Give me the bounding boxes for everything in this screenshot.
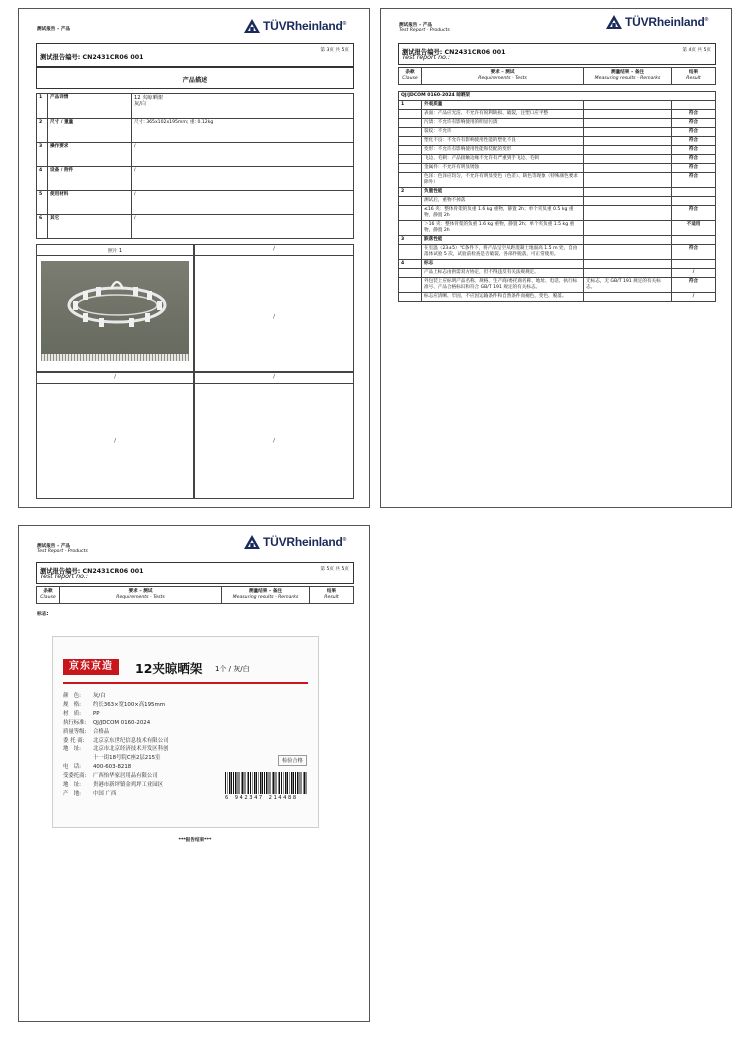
photo-label: 照片 1 — [37, 247, 193, 256]
table-row — [399, 101, 716, 110]
measurement-cell — [584, 155, 672, 164]
table-row — [399, 269, 716, 278]
measurement-cell — [584, 221, 672, 236]
header-row — [399, 68, 716, 85]
table-row — [399, 197, 716, 206]
spec-key: 地 址: — [63, 746, 81, 753]
clause-cell — [399, 206, 422, 221]
section-title-box — [36, 67, 354, 89]
clause-cell — [399, 155, 422, 164]
tuv-triangle-icon — [244, 535, 260, 549]
requirement-cell: 金属件：不允许有明显锈蚀 — [422, 164, 584, 173]
result-cell: 符合 — [672, 110, 716, 119]
result-cell: 符合 — [672, 146, 716, 155]
result-cell: 符合 — [672, 278, 716, 293]
spec-key: 地 址: — [63, 782, 81, 789]
col-measuring: 测量结果 – 备注 Measuring results - Remarks — [584, 68, 672, 85]
result-cell — [672, 101, 716, 110]
requirement-cell: 产品上标志由供需双方协定，但不得违反有关法规规定。 — [422, 269, 584, 278]
product-label-image — [52, 636, 319, 828]
row-value: / — [132, 143, 354, 167]
table-row — [37, 94, 354, 119]
photo-label: / — [195, 375, 353, 384]
report-number-box — [36, 562, 354, 584]
ruler — [41, 354, 189, 361]
clause-cell — [399, 221, 422, 236]
spec-key: 颜 色: — [63, 693, 81, 699]
page-header: 测试报告 – 产品 — [37, 27, 71, 32]
requirement-cell: 负重性能 — [422, 188, 584, 197]
spec-value: 合格品 — [93, 728, 110, 735]
standard-row — [399, 92, 716, 101]
col-requirements: 要求 – 测试 Requirements - Tests — [422, 68, 584, 85]
requirement-cell: 塑化不良：不允许有影响使用性能的塑化不良 — [422, 137, 584, 146]
measurement-cell — [584, 260, 672, 269]
measurement-cell — [584, 206, 672, 221]
qc-pass-stamp: 检验合格 — [278, 755, 307, 766]
red-divider — [63, 682, 308, 684]
col-measuring: 测量结果 – 备注 Measuring results - Remarks — [222, 587, 310, 604]
barcode — [225, 772, 307, 794]
tuv-logo — [606, 15, 708, 29]
result-cell: 符合 — [672, 137, 716, 146]
report-number: 测试报告编号: CN2431CR06 001 — [402, 49, 506, 56]
row-number: 2 — [37, 119, 48, 143]
measurement-cell — [584, 146, 672, 155]
requirement-cell: 表面：产品应光洁、不允许有锐利缺损、破裂，注塑口应平整 — [422, 110, 584, 119]
col-result: 结果 Result — [310, 587, 354, 604]
spec-row — [63, 692, 168, 701]
clause-cell — [399, 137, 422, 146]
column-header-table — [398, 67, 716, 85]
requirement-cell: 标志应清晰、牢固，不应因运输条件和自然条件而褪色、变色、脱落。 — [422, 293, 584, 302]
spec-key: 受委托商: — [63, 773, 87, 780]
measurement-cell — [584, 137, 672, 146]
spec-row — [63, 745, 168, 754]
tuv-logo — [244, 535, 346, 549]
measurement-cell: 无标志，无 GB/T 191 规定的有关标志。 — [584, 278, 672, 293]
clause-cell — [399, 278, 422, 293]
requirement-cell: 在室温（23±5）℃条件下，将产品呈空从距混凝土地面高 1.5 m 处，自由落体试验 5 次，试验前检查是否破裂、各部件脱落，可正常使用。 — [422, 245, 584, 260]
mark-label: 标志: — [37, 612, 49, 617]
table-row — [399, 119, 716, 128]
spec-key: 规 格: — [63, 701, 81, 708]
page-number: 第 3页 共 5页 — [320, 48, 349, 53]
table-row — [399, 128, 716, 137]
measurement-cell — [584, 119, 672, 128]
requirement-cell: 跌落性能 — [422, 236, 584, 245]
row-label: 使用材料 — [48, 191, 132, 215]
requirement-cell: 变形：不允许有影响使用性能和装配的变形 — [422, 146, 584, 155]
result-cell: / — [672, 269, 716, 278]
tuv-brand: TÜVRheinland® — [263, 19, 347, 33]
spec-key: 执行标准: — [63, 719, 87, 726]
clause-cell: 3 — [399, 236, 422, 245]
requirement-cell: ≤16 夹：整体骨架的负重 1.6 kg 重物，静置 2h；单个夹负重 0.5 kg 重物，静置 2h — [422, 206, 584, 221]
row-value: / — [132, 215, 354, 239]
row-label: 设备 / 附件 — [48, 167, 132, 191]
col-requirements: 要求 – 测试 Requirements - Tests — [60, 587, 222, 604]
result-cell: 符合 — [672, 128, 716, 137]
tuv-logo — [244, 19, 346, 33]
measurement-cell — [584, 197, 672, 206]
spec-key: 质量等级: — [63, 728, 87, 735]
table-row — [37, 215, 354, 239]
col-clause: 条款 Clause — [399, 68, 422, 85]
measurement-cell — [584, 236, 672, 245]
table-row — [399, 173, 716, 188]
clause-cell — [399, 197, 422, 206]
table-row — [399, 155, 716, 164]
spec-row — [63, 763, 168, 772]
table-row — [399, 206, 716, 221]
row-value: 12 夹晾晒架 灰/白 — [132, 94, 354, 119]
measurement-cell — [584, 164, 672, 173]
row-number: 1 — [37, 94, 48, 119]
row-number: 6 — [37, 215, 48, 239]
table-row — [399, 245, 716, 260]
tuv-triangle-icon — [244, 19, 260, 33]
result-cell — [672, 236, 716, 245]
measurement-cell — [584, 269, 672, 278]
report-number-en: Test report no.: — [402, 54, 451, 61]
result-cell: 符合 — [672, 206, 716, 221]
report-end: ***报告结束*** — [178, 838, 212, 843]
table-row — [399, 236, 716, 245]
barcode-number: 6 942347 214488 — [225, 795, 298, 801]
spec-row — [63, 728, 168, 737]
photo-label: / — [195, 247, 353, 256]
spec-value: 约长363×宽100×高195mm — [93, 701, 165, 708]
result-cell: 符合 — [672, 173, 716, 188]
row-value: / — [132, 167, 354, 191]
requirement-cell: 色泽：色泽应均匀，不允许有明显变色（色差）、缺色等现象（特殊颜色要求除外） — [422, 173, 584, 188]
table-row — [399, 188, 716, 197]
header-row — [37, 587, 354, 604]
page-header: 测试报告 – 产品 Test Report - Products — [399, 23, 450, 34]
requirement-cell: 外观质量 — [422, 101, 584, 110]
spec-key: 委 托 商: — [63, 737, 85, 744]
clause-cell — [399, 164, 422, 173]
table-row — [37, 119, 354, 143]
requirements-table — [398, 91, 716, 302]
spec-key: 产 地: — [63, 790, 81, 797]
spec-row — [63, 790, 168, 799]
table-row — [37, 167, 354, 191]
result-cell: / — [672, 293, 716, 302]
report-page-5 — [18, 525, 370, 1022]
page-number: 第 5页 共 5页 — [320, 567, 349, 572]
spec-value: PP — [93, 710, 100, 717]
result-cell — [672, 260, 716, 269]
clause-cell — [399, 110, 422, 119]
result-cell: 符合 — [672, 164, 716, 173]
tuv-brand: TÜVRheinland® — [263, 535, 347, 549]
spec-value: QJ/JDCOM 0160-2024 — [93, 719, 151, 726]
table-row — [399, 260, 716, 269]
row-number: 3 — [37, 143, 48, 167]
clause-cell — [399, 119, 422, 128]
jd-logo: 京东京造 — [63, 659, 119, 675]
photo-cell-4 — [194, 372, 354, 499]
spec-value: 灰/白 — [93, 693, 106, 699]
requirement-cell: 飞边、毛刺：产品接触边缘不允许有严重到手飞边、毛刺 — [422, 155, 584, 164]
spec-value: 北京市北京经济技术开发区科创 — [93, 746, 169, 753]
spec-row — [63, 737, 168, 746]
row-value: 尺寸: 365x102x195mm; 重: 0.12kg — [132, 119, 354, 143]
photo-placeholder: / — [273, 315, 275, 320]
result-cell: 不适用 — [672, 221, 716, 236]
spec-row — [63, 710, 168, 719]
spec-row — [63, 719, 168, 728]
page-header: 测试报告 – 产品 Test Report - Products — [37, 544, 88, 555]
table-row — [399, 146, 716, 155]
requirement-cell: 污渍：不允许有影响使用的明显污渍 — [422, 119, 584, 128]
product-subtitle: 1个 / 灰/白 — [215, 665, 250, 673]
report-page-4 — [380, 8, 732, 508]
product-description-table — [36, 93, 354, 239]
table-row — [399, 110, 716, 119]
requirement-cell: 测试后，重物不掉落 — [422, 197, 584, 206]
table-row — [399, 293, 716, 302]
measurement-cell — [584, 245, 672, 260]
result-cell: 符合 — [672, 119, 716, 128]
table-row — [37, 191, 354, 215]
photo-cell-1 — [36, 244, 194, 372]
spec-row — [63, 781, 168, 790]
photo-cell-2 — [194, 244, 354, 372]
requirement-cell: 外包装上应标明产品名称、规格、生产商/委托商名称、地址、电话、执行标准号、产品合格标识和符合 GB/T 191 规定的有关标志。 — [422, 278, 584, 293]
measurement-cell — [584, 293, 672, 302]
report-number-en: Test report no.: — [40, 573, 89, 580]
clause-cell — [399, 269, 422, 278]
standard-name: QJ/JDCOM 0160-2024 晾晒架 — [399, 92, 716, 101]
spec-row — [63, 701, 168, 710]
clause-cell — [399, 245, 422, 260]
measurement-cell — [584, 128, 672, 137]
page-number: 第 4页 共 5页 — [682, 48, 711, 53]
tuv-triangle-icon — [606, 15, 622, 29]
photo-label: / — [37, 375, 193, 384]
row-label: 产品详情 — [48, 94, 132, 119]
spec-value: 十一街18号院C座2层215室 — [93, 755, 161, 762]
spec-key: 电 话: — [63, 764, 81, 771]
clause-cell — [399, 128, 422, 137]
clause-cell — [399, 293, 422, 302]
table-row — [399, 137, 716, 146]
row-number: 4 — [37, 167, 48, 191]
drying-rack-image — [41, 261, 189, 354]
photo-placeholder: / — [114, 439, 116, 444]
clause-cell: 1 — [399, 101, 422, 110]
row-label: 其它 — [48, 215, 132, 239]
table-row — [399, 221, 716, 236]
tuv-brand: TÜVRheinland® — [625, 15, 709, 29]
table-row — [37, 143, 354, 167]
report-number-box — [36, 43, 354, 67]
col-clause: 条款 Clause — [37, 587, 60, 604]
result-cell — [672, 197, 716, 206]
row-label: 尺寸 / 重量 — [48, 119, 132, 143]
spec-value: 400-603-8218 — [93, 764, 132, 771]
spec-value: 北京京东世纪信息技术有限公司 — [93, 737, 169, 744]
product-title: 12夹晾晒架 — [135, 661, 203, 676]
measurement-cell — [584, 173, 672, 188]
spec-row — [63, 754, 168, 763]
section-title: 产品描述 — [182, 77, 208, 84]
spec-value: 中国 广西 — [93, 790, 117, 797]
clause-cell — [399, 146, 422, 155]
photo-cell-3 — [36, 372, 194, 499]
clause-cell: 4 — [399, 260, 422, 269]
requirement-cell: 裂纹：不允许 — [422, 128, 584, 137]
requirement-cell: 标志 — [422, 260, 584, 269]
row-label: 操作要求 — [48, 143, 132, 167]
result-cell — [672, 188, 716, 197]
table-row — [399, 278, 716, 293]
table-row — [399, 164, 716, 173]
result-cell: 符合 — [672, 155, 716, 164]
product-photo — [41, 261, 189, 361]
spec-key: 材 质: — [63, 710, 81, 717]
report-number: 测试报告编号: CN2431CR06 001 — [40, 54, 144, 61]
result-cell: 符合 — [672, 245, 716, 260]
spec-list — [63, 692, 168, 799]
requirement-cell: ＞16 夹：整体骨架的负重 1.6 kg 重物，静置 2h；单个夹负重 1.5 kg 重物，静置 2h — [422, 221, 584, 236]
spec-value: 广西怡华家居用品有限公司 — [93, 773, 158, 780]
photo-placeholder: / — [273, 439, 275, 444]
report-number-box — [398, 43, 716, 65]
report-number: 测试报告编号: CN2431CR06 001 — [40, 568, 144, 575]
col-result: 结果 Result — [672, 68, 716, 85]
measurement-cell — [584, 110, 672, 119]
spec-value: 贵港市新坪镇金鸡坪工业园区 — [93, 782, 164, 789]
report-page-3 — [18, 8, 370, 508]
spec-row — [63, 772, 168, 781]
measurement-cell — [584, 188, 672, 197]
row-number: 5 — [37, 191, 48, 215]
clause-cell: 2 — [399, 188, 422, 197]
measurement-cell — [584, 101, 672, 110]
row-value: / — [132, 191, 354, 215]
clause-cell — [399, 173, 422, 188]
column-header-table — [36, 586, 354, 604]
